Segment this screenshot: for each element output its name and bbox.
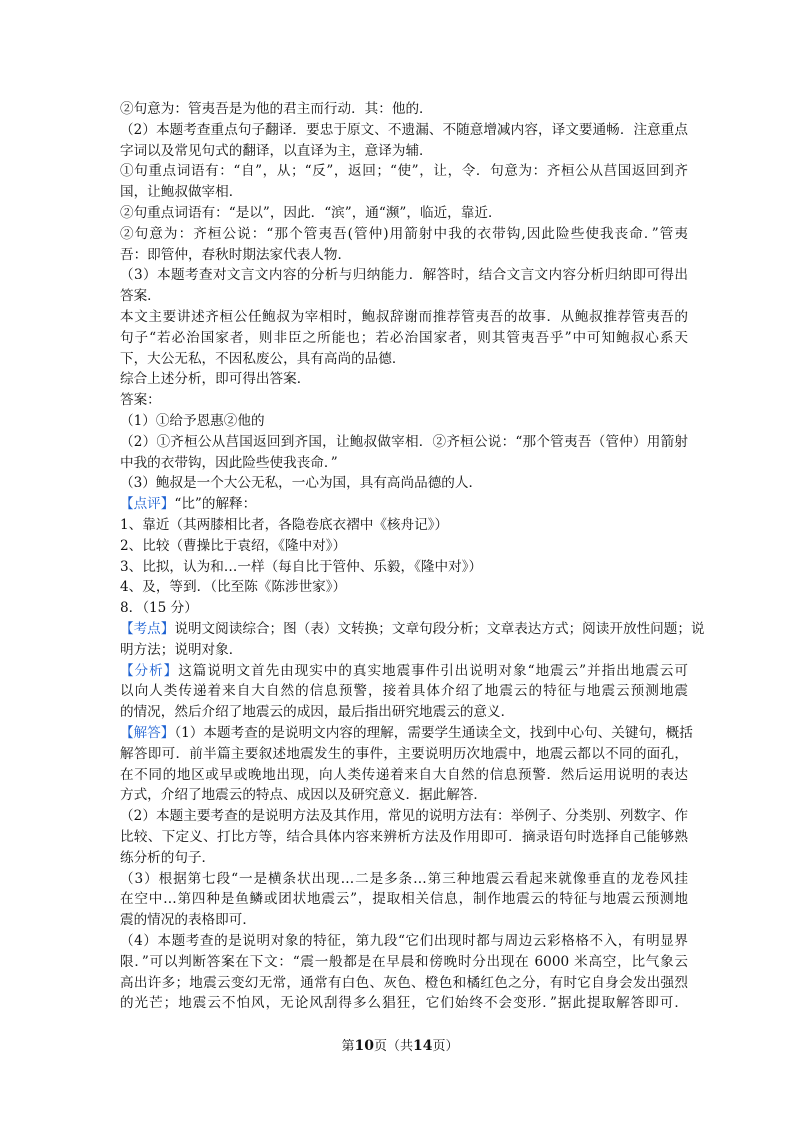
line-text: 答案． bbox=[120, 288, 161, 305]
text-line bbox=[120, 452, 338, 474]
line-text: “比”的解释： bbox=[174, 496, 257, 513]
text-line bbox=[120, 764, 688, 786]
text-line bbox=[120, 306, 688, 328]
text-line bbox=[120, 285, 161, 307]
text-line bbox=[120, 556, 482, 578]
text-line bbox=[120, 140, 433, 162]
text-line bbox=[120, 514, 448, 536]
line-text: 4、及，等到．（比至陈《陈涉世家》） bbox=[120, 579, 347, 596]
line-text: （4）本题考查的是说明对象的特征，第九段“它们出现时都与周边云彩格格不入，有明显界 bbox=[120, 933, 688, 949]
footer-mid: 页（共 bbox=[373, 1039, 413, 1054]
section-tag: 【点评】 bbox=[120, 496, 175, 513]
line-text: （3）根据第七段“一是横条状出现…二是多条…第三种地震云看起来就像垂直的龙卷风挂 bbox=[120, 870, 688, 887]
line-text: 方式，介绍了地震云的特点、成因以及研究意义．据此解答． bbox=[120, 787, 488, 804]
text-line bbox=[120, 410, 265, 432]
line-text: ②句重点词语有：“是以”，因此．“滨”，通“濒”，临近，靠近． bbox=[120, 205, 502, 221]
text-line bbox=[120, 847, 215, 869]
total-page-count: 14 bbox=[413, 1038, 433, 1054]
text-line bbox=[120, 743, 688, 765]
text-line bbox=[120, 368, 310, 390]
line-text: 8．（15 分） bbox=[120, 600, 198, 617]
line-text: 明方法；说明对象． bbox=[120, 641, 243, 658]
line-text: （3）本题考查对文言文内容的分析与归纳能力．解答时，结合文言文内容分析归纳即可得出 bbox=[120, 267, 688, 284]
line-text: 的情况，然后介绍了地震云的成因，最后指出研究地震云的意义． bbox=[120, 704, 515, 721]
text-line bbox=[120, 431, 688, 453]
line-text: ②句意为：管夷吾是为他的君主而行动．其：他的． bbox=[120, 101, 433, 117]
text-line bbox=[120, 826, 688, 848]
line-text: （3）鲍叔是一个大公无私，一心为国，具有高尚品德的人． bbox=[120, 475, 483, 492]
line-text: 中我的衣带钩，因此险些使我丧命．” bbox=[120, 454, 338, 471]
line-text: 2、比较（曹操比于袁绍，《隆中对》） bbox=[120, 537, 347, 554]
footer-suffix: 页） bbox=[432, 1039, 459, 1054]
text-line bbox=[120, 98, 433, 120]
line-text: 高出许多；地震云变幻无常，通常有白色、灰色、橙色和橘红色之分，有时它自身会发出强烈 bbox=[120, 974, 688, 991]
line-text: 1、靠近（其两膝相比者，各隐卷底衣褶中《核舟记》） bbox=[120, 517, 449, 533]
line-text: 限．”可以判断答案在下文：“震一般都是在早晨和傍晚时分出现在 6000 米高空，比气象云 bbox=[120, 953, 688, 970]
section-tag: 【考点】 bbox=[120, 621, 175, 637]
line-text: 震的情况的表格即可． bbox=[120, 912, 256, 929]
line-text: ②句意为：齐桓公说：“那个管夷吾(管仲)用箭射中我的衣带钩,因此险些使我丧命．”管夷 bbox=[120, 225, 688, 242]
line-text: 这篇说明文首先由现实中的真实地震事件引出说明对象“地震云”并指出地震云可 bbox=[178, 662, 689, 679]
line-text: （1）本题考查的是说明文内容的理解，需要学生通读全文，找到中心句、关键句，概括 bbox=[174, 725, 693, 741]
line-text: 在空中…第四种是鱼鳞或团状地震云”，提取相关信息，制作地震云的特征与地震云预测地 bbox=[120, 891, 688, 908]
line-text: （2）本题主要考查的是说明方法及其作用，常见的说明方法有：举例子、分类别、列数字、作 bbox=[120, 808, 688, 825]
text-line bbox=[120, 992, 688, 1014]
text-line bbox=[120, 223, 688, 245]
current-page-number: 10 bbox=[354, 1038, 374, 1054]
text-line bbox=[120, 576, 346, 598]
footer-prefix: 第 bbox=[341, 1039, 355, 1054]
line-text: 说明文阅读综合；图（表）文转换；文章句段分析；文章表达方式；阅读开放性问题；说 bbox=[174, 621, 705, 637]
line-text: 答案： bbox=[120, 392, 161, 409]
line-text: 解答即可．前半篇主要叙述地震发生的事件，主要说明历次地震中，地震云都以不同的面孔， bbox=[120, 745, 688, 762]
line-text: （1）①给予恩惠②他的 bbox=[120, 413, 265, 429]
line-text: 本文主要讲述齐桓公任鲍叔为宰相时，鲍叔辞谢而推荐管夷吾的故事．从鲍叔推荐管夷吾的 bbox=[120, 309, 688, 325]
text-line bbox=[120, 472, 482, 494]
text-line bbox=[120, 264, 688, 286]
text-line bbox=[120, 493, 256, 515]
page-footer bbox=[0, 1036, 800, 1057]
line-text: 比较、下定义、打比方等，结合具体内容来辨析方法及作用即可．摘录语句时选择自己能够熟 bbox=[120, 829, 688, 845]
line-text: 下，大公无私，不因私废公，具有高尚的品德． bbox=[120, 350, 406, 367]
line-text: 综合上述分析，即可得出答案． bbox=[120, 371, 311, 388]
text-line bbox=[120, 535, 346, 557]
line-text: 以向人类传递着来自大自然的信息预警，接着具体介绍了地震云的特征与地震云预测地震 bbox=[120, 683, 688, 700]
text-line bbox=[120, 680, 688, 702]
text-line bbox=[120, 348, 405, 370]
line-text: 国，让鲍叔做宰相． bbox=[120, 184, 243, 201]
text-line bbox=[120, 930, 688, 952]
text-line bbox=[120, 597, 198, 619]
text-line bbox=[120, 701, 514, 723]
line-text: 句子“若必治国家者，则非臣之所能也；若必治国家者，则其管夷吾乎”中可知鲍叔心系天 bbox=[120, 329, 688, 346]
text-line bbox=[120, 972, 688, 994]
section-tag: 【解答】 bbox=[120, 725, 175, 741]
line-text: （2）本题考查重点句子翻译．要忠于原文、不遗漏、不随意增减内容，译文要通畅．注意重点 bbox=[120, 121, 688, 138]
text-line bbox=[120, 389, 161, 411]
text-line bbox=[120, 244, 351, 266]
text-line bbox=[120, 805, 688, 827]
line-text: 的光芒；地震云不怕风，无论风刮得多么猖狂，它们始终不会变形．”据此提取解答即可． bbox=[120, 995, 688, 1012]
text-line bbox=[120, 660, 688, 682]
text-line bbox=[120, 722, 693, 744]
text-line bbox=[120, 951, 688, 973]
line-text: ①句重点词语有：“自”，从；“反”，返回；“使”，让，令．句意为：齐桓公从莒国返回到齐 bbox=[120, 163, 688, 180]
text-line bbox=[120, 181, 242, 203]
text-line bbox=[120, 618, 705, 640]
line-text: 在不同的地区或早或晚地出现，向人类传递着来自大自然的信息预警．然后运用说明的表达 bbox=[120, 766, 688, 783]
text-line bbox=[120, 639, 242, 661]
text-line bbox=[120, 327, 688, 349]
line-text: （2）①齐桓公从莒国返回到齐国，让鲍叔做宰相．②齐桓公说：“那个管夷吾（管仲）用箭射 bbox=[120, 433, 688, 450]
text-line bbox=[120, 868, 688, 890]
text-line bbox=[120, 784, 487, 806]
text-line bbox=[120, 888, 688, 910]
line-text: 3、比拟，认为和…一样（每自比于管仲、乐毅，《隆中对》） bbox=[120, 558, 483, 575]
line-text: 字词以及常见句式的翻译，以直译为主，意译为辅． bbox=[120, 142, 433, 159]
section-tag: 【分析】 bbox=[120, 662, 179, 679]
line-text: 吾：即管仲，春秋时期法家代表人物． bbox=[120, 246, 352, 263]
text-line bbox=[120, 909, 256, 931]
line-text: 练分析的句子． bbox=[120, 849, 216, 866]
text-line bbox=[120, 160, 688, 182]
text-line bbox=[120, 119, 688, 141]
text-line bbox=[120, 202, 502, 224]
